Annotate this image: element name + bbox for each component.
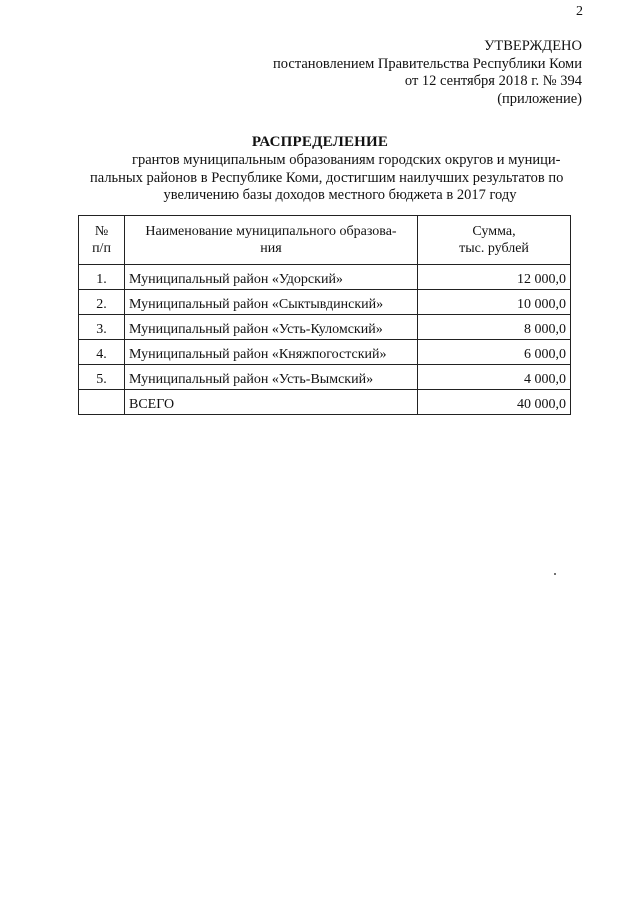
table-row xyxy=(79,340,571,365)
table-row xyxy=(79,315,571,340)
row-number: 4. xyxy=(79,340,125,365)
subtitle-line-3: увеличению базы доходов местного бюджета в 2017 году xyxy=(163,187,517,203)
approval-line-decree: постановлением Правительства Республики Коми xyxy=(273,55,582,72)
row-number: 1. xyxy=(79,265,125,290)
scan-speck xyxy=(554,573,556,575)
subtitle-line-2: пальных районов в Республике Коми, достигшим наилучших результатов по xyxy=(90,169,564,186)
header-sum xyxy=(418,216,571,265)
row-sum: 12 000,0 xyxy=(418,265,571,290)
document-title: РАСПРЕДЕЛЕНИЕ xyxy=(251,134,389,150)
approval-line-approved: УТВЕРЖДЕНО xyxy=(484,38,582,54)
row-number: 2. xyxy=(79,290,125,315)
table-header-row xyxy=(79,216,571,265)
row-name: Муниципальный район «Княжпогостский» xyxy=(125,340,418,365)
row-sum: 8 000,0 xyxy=(418,315,571,340)
row-sum: 10 000,0 xyxy=(418,290,571,315)
total-label: ВСЕГО xyxy=(125,390,418,415)
table-row xyxy=(79,265,571,290)
document-subtitle xyxy=(90,152,590,205)
approval-line-date: от 12 сентября 2018 г. № 394 xyxy=(404,73,582,89)
row-name: Муниципальный район «Удорский» xyxy=(125,265,418,290)
page-number: 2 xyxy=(576,4,583,19)
header-sum-line2: тыс. рублей xyxy=(459,241,529,256)
table-row xyxy=(79,290,571,315)
row-number: 5. xyxy=(79,365,125,390)
header-number-line2: п/п xyxy=(92,241,111,256)
grant-distribution-table xyxy=(78,215,571,415)
subtitle-line-1: грантов муниципальным образованиям городских округов и муници- xyxy=(132,152,561,168)
header-number xyxy=(79,216,125,265)
row-number: 3. xyxy=(79,315,125,340)
header-name xyxy=(125,216,418,265)
row-name: Муниципальный район «Усть-Вымский» xyxy=(125,365,418,390)
table-row xyxy=(79,365,571,390)
header-name-line1: Наименование муниципального образова- xyxy=(145,224,397,239)
table-total-row xyxy=(79,390,571,415)
header-sum-line1: Сумма, xyxy=(472,224,516,239)
total-sum: 40 000,0 xyxy=(418,390,571,415)
approval-stamp xyxy=(273,38,582,108)
row-sum: 4 000,0 xyxy=(418,365,571,390)
row-sum: 6 000,0 xyxy=(418,340,571,365)
row-name: Муниципальный район «Усть-Куломский» xyxy=(125,315,418,340)
row-name: Муниципальный район «Сыктывдинский» xyxy=(125,290,418,315)
header-number-line1: № xyxy=(94,224,109,239)
total-number xyxy=(79,390,125,415)
header-name-line2: ния xyxy=(260,241,282,256)
approval-line-appendix: (приложение) xyxy=(497,90,582,107)
